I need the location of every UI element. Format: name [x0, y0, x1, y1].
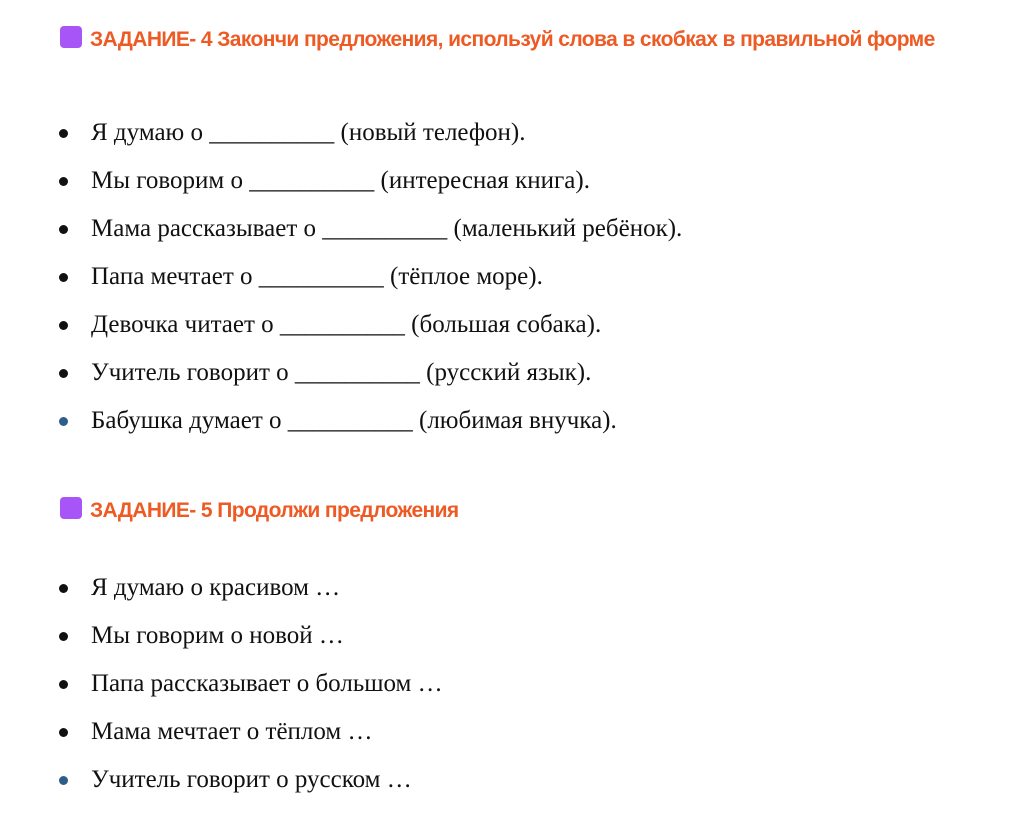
bullet-icon — [59, 776, 68, 785]
list-item — [0, 756, 443, 804]
bullet-icon — [59, 632, 68, 641]
list-item — [0, 397, 682, 445]
list-item-text: Мы говорим о __________ (интересная книга). — [91, 167, 590, 194]
list-item-text: Мы говорим о новой … — [91, 622, 344, 649]
list-item — [0, 612, 443, 660]
list-item-text: Бабушка думает о __________ (любимая внучка). — [91, 407, 617, 434]
list-item — [0, 253, 682, 301]
list-item — [0, 349, 682, 397]
list-item-text: Папа рассказывает о большом … — [91, 670, 443, 697]
list-item — [0, 301, 682, 349]
list-item — [0, 660, 443, 708]
list-item — [0, 708, 443, 756]
bullet-icon — [59, 728, 68, 737]
bullet-icon — [59, 369, 68, 378]
list-item-text: Я думаю о __________ (новый телефон). — [91, 119, 526, 146]
list-item-text: Девочка читает о __________ (большая собака). — [91, 311, 602, 338]
purple-square-icon — [60, 497, 82, 519]
bullet-icon — [59, 177, 68, 186]
bullet-icon — [59, 225, 68, 234]
task-5-heading-text: ЗАДАНИЕ- 5 Продолжи предложения — [90, 499, 459, 522]
list-item — [0, 205, 682, 253]
purple-square-icon — [60, 26, 82, 48]
bullet-icon — [59, 129, 68, 138]
bullet-icon — [59, 584, 68, 593]
task-5-heading — [60, 495, 960, 527]
bullet-icon — [59, 273, 68, 282]
task-4-heading-text: ЗАДАНИЕ- 4 Закончи предложения, используй слова в скобках в правильной форме — [90, 28, 935, 51]
list-item-text: Учитель говорит о русском … — [91, 766, 412, 793]
bullet-icon — [59, 417, 68, 426]
task-5-list — [0, 564, 443, 804]
list-item-text: Мама рассказывает о __________ (маленький ребёнок). — [91, 215, 683, 242]
list-item — [0, 109, 682, 157]
list-item-text: Учитель говорит о __________ (русский язык). — [91, 359, 592, 386]
list-item-text: Папа мечтает о __________ (тёплое море). — [91, 263, 543, 290]
list-item — [0, 564, 443, 612]
list-item — [0, 157, 682, 205]
list-item-text: Мама мечтает о тёплом … — [91, 718, 373, 745]
task-4-list — [0, 109, 682, 445]
bullet-icon — [59, 680, 68, 689]
bullet-icon — [59, 321, 68, 330]
task-4-heading — [60, 24, 960, 56]
list-item-text: Я думаю о красивом … — [91, 574, 341, 601]
